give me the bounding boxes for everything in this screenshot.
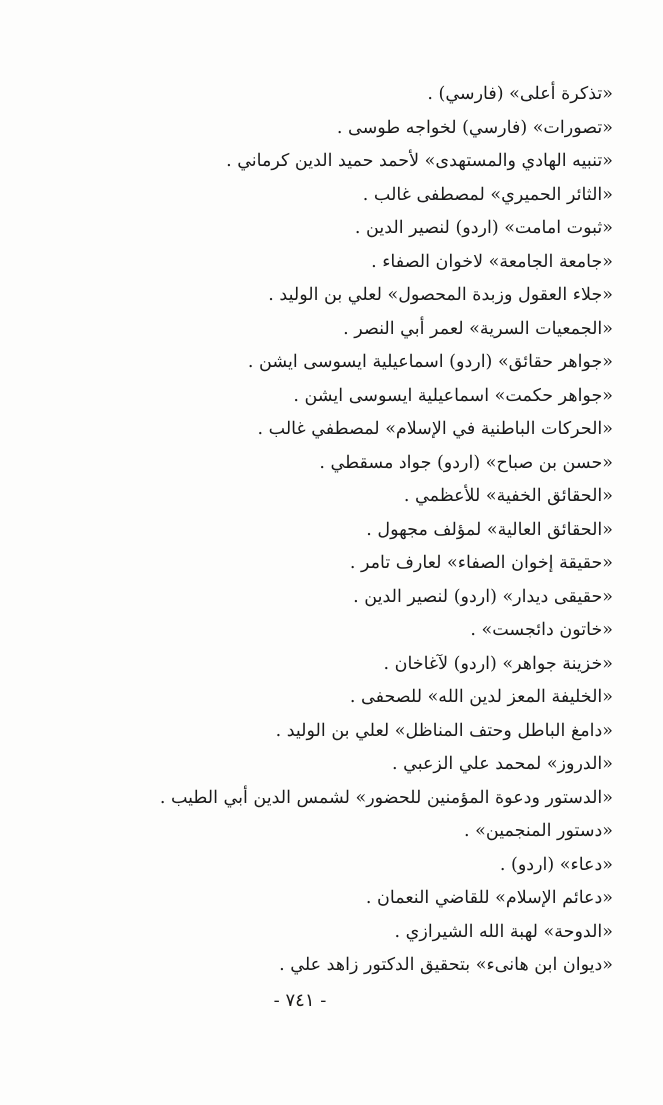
bibliography-entry: «حقيقة إخوان الصفاء» لعارف تامر . [349, 553, 613, 573]
bibliography-entry: «حسن بن صباح» (اردو) جواد مسقطي . [319, 452, 613, 473]
bibliography-entry: «الخليفة المعز لدين الله» للصحفى . [349, 687, 613, 707]
bibliography-entry: «الثائر الحميري» لمصطفى غالب . [362, 184, 613, 205]
bibliography-entry: «جامعة الجامعة» لاخوان الصفاء . [371, 251, 613, 272]
bibliography-entry: «جلاء العقول وزبدة المحصول» لعلي بن الوليد . [268, 285, 613, 305]
page-number: - ٧٤١ - [273, 990, 327, 1011]
bibliography-entry: «الدروز» لمحمد علي الزعبي . [392, 754, 613, 774]
bibliography-entry: «الحقائق العالية» لمؤلف مجهول . [366, 519, 613, 540]
bibliography-entry: «جواهر حكمت» اسماعيلية ايسوسى ايشن . [293, 385, 613, 406]
bibliography-entry: «تذكرة أعلى» (فارسي) . [427, 84, 613, 104]
bibliography-entry: «خزينة جواهر» (اردو) لآغاخان . [383, 653, 613, 674]
bibliography-entry: «الحركات الباطنية في الإسلام» لمصطفي غالب . [257, 419, 613, 439]
bibliography-entry: «الجمعيات السرية» لعمر أبي النصر . [343, 318, 613, 339]
bibliography-entry: «تصورات» (فارسي) لخواجه طوسى . [336, 117, 613, 138]
bibliography-entry: «دعائم الإسلام» للقاضي النعمان . [365, 888, 613, 908]
bibliography-entry: «دعاء» (اردو) . [499, 854, 613, 875]
bibliography-entry: «الحقائق الخفية» للأعظمي . [403, 486, 613, 506]
bibliography-entry: «ديوان ابن هانىء» بتحقيق الدكتور زاهد علي . [279, 955, 613, 975]
bibliography-entry: «ثبوت امامت» (اردو) لنصير الدين . [354, 218, 613, 238]
bibliography-entry: «حقيقى ديدار» (اردو) لنصير الدين . [353, 586, 613, 607]
bibliography-entry: «خاتون دائجست» . [470, 620, 613, 640]
bibliography-entry: «دامغ الباطل وحتف المناظل» لعلي بن الوليد . [275, 720, 613, 741]
bibliography-entry: «الدستور ودعوة المؤمنين للحضور» لشمس الدين أبي الطيب . [159, 787, 613, 808]
bibliography-list [53, 78, 613, 983]
bibliography-entry: «جواهر حقائق» (اردو) اسماعيلية ايسوسى ايشن . [247, 352, 613, 372]
bibliography-entry: «تنبيه الهادي والمستهدى» لأحمد حميد الدين كرماني . [226, 151, 613, 171]
bibliography-entry: «دستور المنجمين» . [464, 821, 613, 841]
bibliography-entry: «الدوحة» لهبة الله الشيرازي . [394, 921, 613, 942]
